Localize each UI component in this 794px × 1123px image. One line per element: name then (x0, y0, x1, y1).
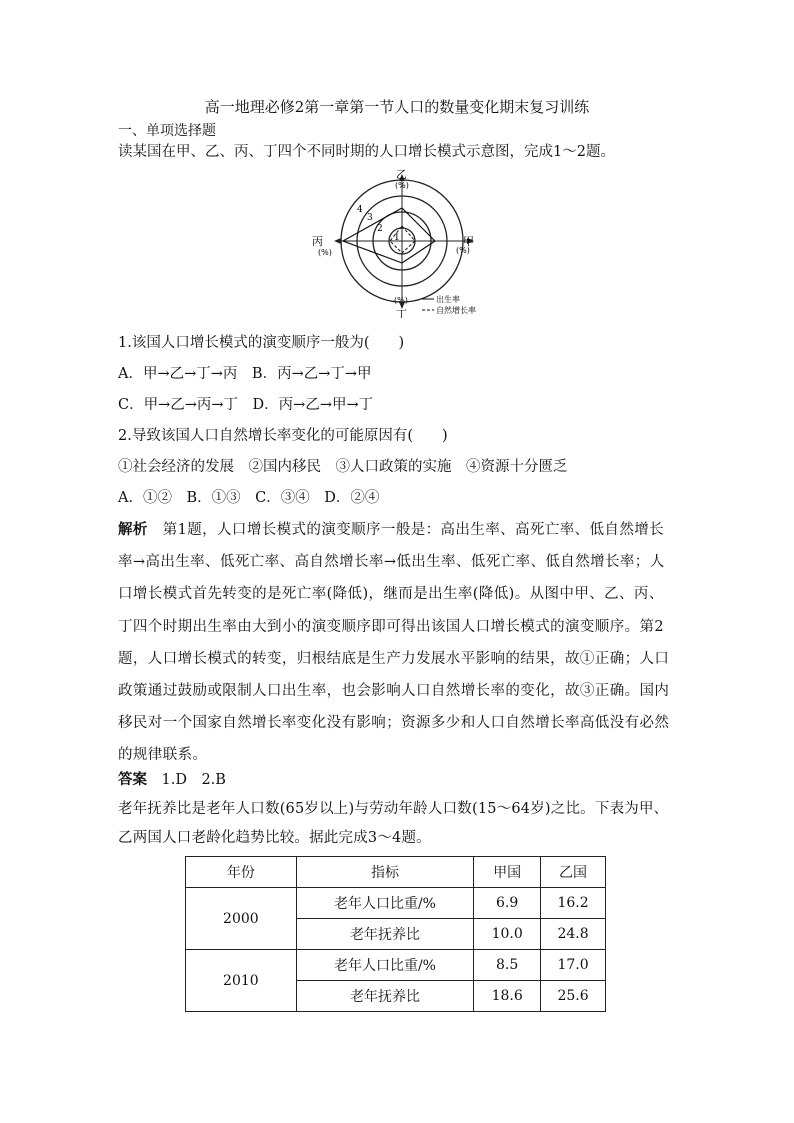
value-cell: 8.5 (474, 950, 541, 981)
intro-paragraph-1: 读某国在甲、乙、丙、丁四个不同时期的人口增长模式示意图，完成1～2题。 (118, 144, 615, 160)
ring-label-2: 2 (377, 224, 383, 234)
indicator-cell: 老年抚养比 (296, 919, 473, 950)
axis-label-right: 甲 (463, 235, 474, 248)
arrow-left-icon (334, 238, 341, 244)
legend-birth-label: 出生率 (436, 295, 460, 304)
analysis-text: 第1题，人口增长模式的演变顺序一般是：高出生率、高死亡率、低自然增长率→高出生率、低死亡率、高自然增长率→低出生率、低死亡率、低自然增长率；人口增长模式首先转变的是死亡率(降低)，继而是出生率(降低)。从图中甲、乙、丙、丁四个时期出生率由大到小的演变顺序即可得出该国人口增长模式的演变顺序。第2题，人口增长模式的转变，归根结底是生产力发展水平影响的结果，故①正确；人口政策通过鼓励或限制人口出生率，也会影响人口自然增长率的变化，故③正确。国内移民对一个国家自然增长率变化没有影响；资源多少和人口自然增长率高低没有必然的规律联系。 (118, 522, 670, 764)
header-country-a: 甲国 (474, 857, 541, 888)
table-row (186, 950, 606, 981)
population-growth-diagram (310, 168, 500, 318)
question-1-stem: 1.该国人口增长模式的演变顺序一般为( ) (118, 335, 405, 351)
ring-label-3: 3 (367, 213, 373, 223)
analysis-block (118, 514, 678, 772)
year-cell: 2010 (186, 950, 297, 1012)
value-cell: 24.8 (541, 919, 606, 950)
value-cell: 18.6 (474, 981, 541, 1012)
value-cell: 10.0 (474, 919, 541, 950)
indicator-cell: 老年人口比重/% (296, 888, 473, 919)
value-cell: 16.2 (541, 888, 606, 919)
question-2-options: A．①② B．①③ C．③④ D．②④ (118, 490, 380, 506)
ring-label-4: 4 (357, 205, 363, 215)
value-cell: 25.6 (541, 981, 606, 1012)
axis-unit-right: (%) (456, 246, 470, 255)
aging-comparison-table (185, 856, 606, 1012)
value-cell: 6.9 (474, 888, 541, 919)
axis-label-top: 乙 (396, 168, 407, 181)
analysis-label: 解析 (118, 521, 148, 538)
legend-natural-label: 自然增长率 (436, 306, 476, 315)
question-1-options-ab: A．甲→乙→丁→丙 B．丙→乙→丁→甲 (118, 366, 372, 382)
header-country-b: 乙国 (541, 857, 606, 888)
table-header-row (186, 857, 606, 888)
year-cell: 2000 (186, 888, 297, 950)
diagram-axes (334, 174, 474, 309)
axis-label-left: 丙 (312, 235, 323, 248)
table-row (186, 888, 606, 919)
intro-paragraph-2: 老年抚养比是老年人口数(65岁以上)与劳动年龄人口数(15～64岁)之比。下表为甲、乙两国人口老龄化趋势比较。据此完成3～4题。 (118, 801, 669, 846)
indicator-cell: 老年抚养比 (296, 981, 473, 1012)
question-1-options-cd: C．甲→乙→丙→丁 D．丙→乙→甲→丁 (118, 397, 374, 413)
question-2-items: ①社会经济的发展 ②国内移民 ③人口政策的实施 ④资源十分匮乏 (118, 459, 568, 475)
page-title: 高一地理必修2第一章第一节人口的数量变化期末复习训练 (204, 98, 590, 116)
answer-line (118, 768, 226, 789)
question-2-stem: 2.导致该国人口自然增长率变化的可能原因有( ) (118, 428, 448, 444)
axis-unit-bottom: (%) (394, 296, 408, 305)
axis-unit-left: (%) (318, 248, 332, 257)
answer-text: 1.D 2.B (147, 772, 226, 788)
ring-label-1: 1 (394, 233, 400, 243)
axis-label-bottom: 丁 (396, 308, 407, 318)
header-indicator: 指标 (296, 857, 473, 888)
header-year: 年份 (186, 857, 297, 888)
answer-label: 答案 (118, 771, 147, 788)
indicator-cell: 老年人口比重/% (296, 950, 473, 981)
section-heading: 一、单项选择题 (118, 123, 216, 139)
value-cell: 17.0 (541, 950, 606, 981)
axis-unit-top: (%) (395, 181, 409, 190)
